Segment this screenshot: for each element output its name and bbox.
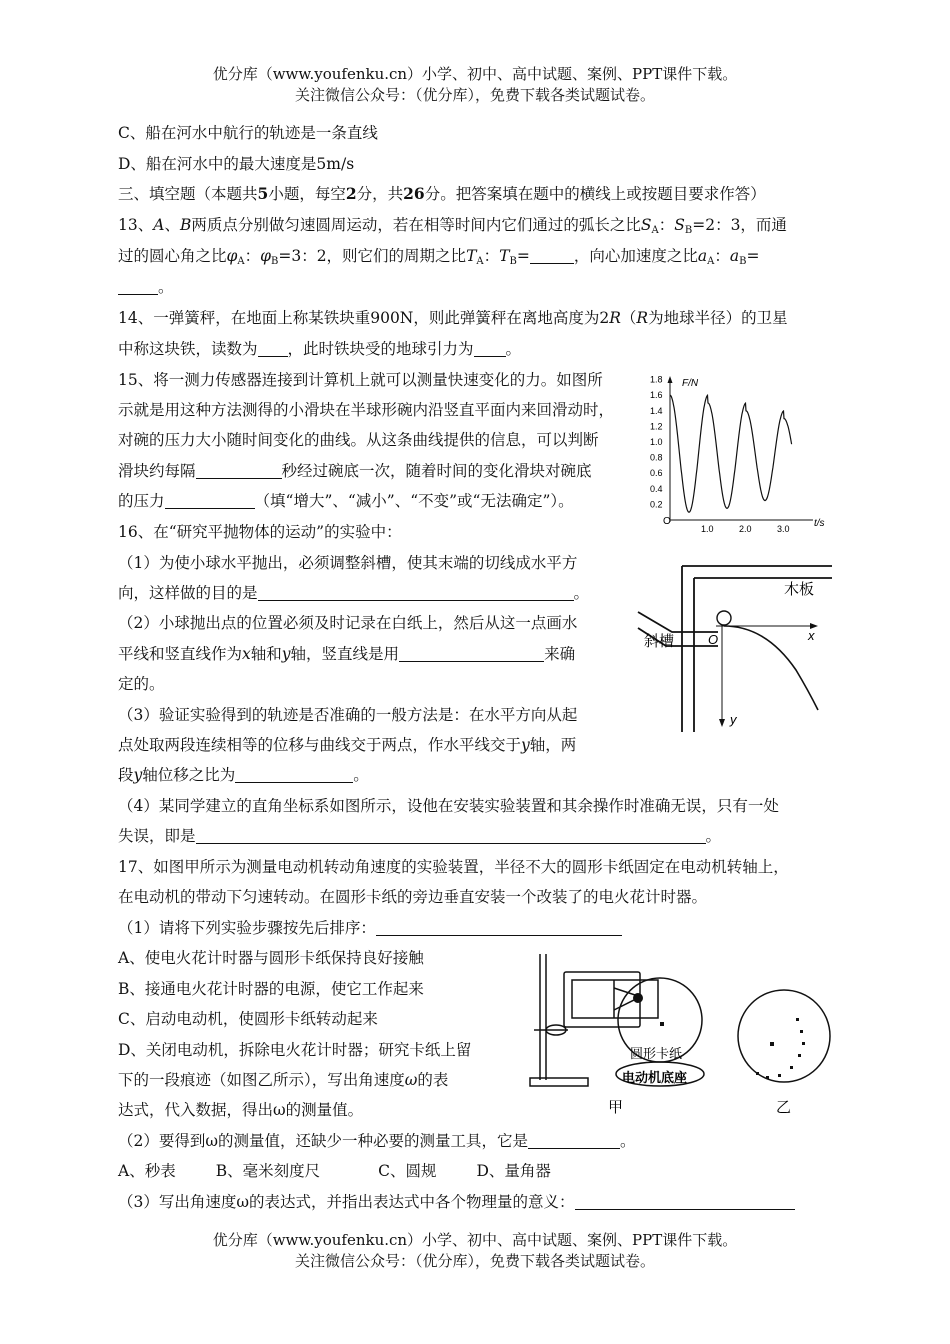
- q15-line-4: 滑块约每隔 秒经过碗底一次，随着时间的变化滑块对碗底: [118, 462, 592, 480]
- x-tick-label: 3.0: [777, 524, 790, 532]
- q16-blank-mistake[interactable]: [196, 827, 706, 844]
- q16-apparatus-figure: [636, 560, 836, 735]
- q17-step-d-line2: 下的一段痕迹（如图乙所示），写出角速度ω的表: [118, 1071, 449, 1089]
- q16-part3-line2: 点处取两段连续相等的位移与曲线交于两点，作水平线交于y轴，两: [118, 736, 577, 754]
- timer-inner-box: [572, 980, 658, 1018]
- q17-step-c: C、启动电动机，使圆形卡纸转动起来: [118, 1010, 378, 1028]
- q13-line-3: 。: [118, 276, 174, 298]
- y-axis-arrow-icon: [719, 719, 725, 727]
- footer-line-1: 优分库（www.youfenku.cn）小学、初中、高中试题、案例、PPT课件下载。: [212, 1231, 738, 1249]
- option-b[interactable]: B、毫米刻度尺: [215, 1162, 321, 1180]
- y-tick-label: 0.2: [650, 499, 663, 510]
- label-board: 木板: [784, 581, 815, 598]
- q16-part4-line2: 失误，即是 。: [118, 827, 722, 845]
- header-line-1: 优分库（www.youfenku.cn）小学、初中、高中试题、案例、PPT课件下载。: [212, 65, 738, 83]
- q15-blank-interval[interactable]: [196, 462, 282, 479]
- chart-origin-label: O: [663, 516, 671, 527]
- q14-line-2: 中称这块铁，读数为 ，此时铁块受的地球引力为 。: [118, 340, 522, 358]
- q12-option-c: C、船在河水中航行的轨迹是一条直线: [118, 124, 378, 142]
- q15-line-1: 15、将一测力传感器连接到计算机上就可以测量快速变化的力。如图所: [118, 371, 603, 389]
- q17-part2: （2）要得到ω的测量值，还缺少一种必要的测量工具，它是 。: [118, 1132, 636, 1150]
- chart-series-force: [670, 395, 792, 512]
- q17-blank-order[interactable]: [376, 919, 622, 936]
- q17-line-2: 在电动机的带动下匀速转动。在圆形卡纸的旁边垂直安装一个改装了的电火花计时器。: [118, 888, 708, 906]
- y-tick-label: 0.8: [650, 452, 663, 463]
- section-3-title: 三、填空题（本题共5小题，每空2分，共26分。把答案填在题中的横线上或按题目要求作答）: [118, 184, 766, 203]
- label-motor-base: 电动机底座: [622, 1070, 688, 1085]
- label-yi: 乙: [776, 1099, 792, 1116]
- q16-blank-purpose[interactable]: [258, 584, 574, 601]
- chart-y-arrow-icon: [668, 376, 673, 383]
- label-origin: O: [708, 632, 719, 647]
- q16-part2-line1: （2）小球抛出点的位置必须及时记录在白纸上，然后从这一点画水: [118, 614, 578, 632]
- disc-yi-trace-dots: [756, 1018, 805, 1079]
- chart-y-label: F/N: [682, 378, 699, 389]
- q17-step-b: B、接通电火花计时器的电源，使它工作起来: [118, 980, 424, 998]
- option-a[interactable]: A、秒表: [118, 1162, 176, 1180]
- disc-yi: [738, 990, 830, 1082]
- y-tick-label: 1.8: [650, 374, 663, 385]
- footer: [0, 1230, 950, 1272]
- label-x-axis: x: [808, 628, 815, 643]
- q16-part4-line1: （4）某同学建立的直角坐标系如图所示，设他在安装实验装置和其余操作时准确无误，只有一处: [118, 797, 779, 815]
- x-tick-label: 2.0: [739, 524, 752, 532]
- q13-line-1: 13、A、B两质点分别做匀速圆周运动，若在相等时间内它们通过的弧长之比$S_A$：$S_B=2$：3，而通: [118, 216, 787, 236]
- q16-part3-line1: （3）验证实验得到的轨迹是否准确的一般方法是：在水平方向从起: [118, 706, 578, 724]
- label-chute: 斜槽: [644, 633, 675, 650]
- q17-step-d-line3: 达式，代入数据，得出ω的测量值。: [118, 1101, 364, 1119]
- q13-line-2: 过的圆心角之比$\varphi_A$：$\varphi_B=3$：2，则它们的周期之比$T_A$：$T_B=$ ，向心加速度之比$a_A$：$a_B=$: [118, 247, 760, 267]
- option-d[interactable]: D、量角器: [476, 1162, 551, 1180]
- q15-line-3: 对碗的压力大小随时间变化的曲线。从这条曲线提供的信息，可以判断: [118, 431, 599, 449]
- q17-apparatus-figure: [520, 950, 840, 1120]
- q14-blank-gravity[interactable]: [474, 340, 506, 357]
- q13-blank-period[interactable]: [530, 247, 574, 264]
- q16-intro: 16、在“研究平抛物体的运动”的实验中：: [118, 523, 402, 541]
- label-card: 圆形卡纸: [630, 1046, 683, 1061]
- q16-part2-line3: 定的。: [118, 675, 165, 693]
- q16-part2-line2: 平线和竖直线作为x轴和y轴，竖直线是用 来确: [118, 645, 576, 663]
- q15-line-2: 示就是用这种方法测得的小滑块在半球形碗内沿竖直平面内来回滑动时，: [118, 401, 615, 419]
- chart-x-label: t/s: [814, 518, 825, 529]
- y-tick-label: 1.2: [650, 421, 663, 432]
- q16-blank-ratio[interactable]: [235, 766, 353, 783]
- y-tick-label: 1.4: [650, 405, 663, 416]
- q17-blank-expression[interactable]: [575, 1193, 795, 1210]
- q17-step-sort: （1）请将下列实验步骤按先后排序：: [118, 917, 622, 939]
- label-y-axis: y: [730, 712, 737, 727]
- q17-step-d-line1: D、关闭电动机，拆除电火花计时器；研究卡纸上留: [118, 1041, 472, 1059]
- header: [0, 64, 950, 106]
- q16-part1-line1: （1）为使小球水平抛出，必须调整斜槽，使其末端的切线成水平方: [118, 554, 578, 572]
- header-line-2: 关注微信公众号：（优分库），免费下载各类试题试卷。: [294, 86, 655, 104]
- q12-option-d: D、船在河水中的最大速度是5m/s: [118, 155, 355, 173]
- y-tick-label: 1.6: [650, 390, 663, 401]
- q15-force-time-chart: [648, 372, 840, 532]
- ball-icon: [717, 611, 731, 625]
- q15-blank-pressure[interactable]: [165, 492, 255, 509]
- label-jia: 甲: [608, 1099, 624, 1116]
- q17-part3: （3）写出角速度ω的表达式，并指出表达式中各个物理量的意义：: [118, 1191, 795, 1213]
- q16-part1-line2: 向，这样做的目的是 。: [118, 584, 590, 602]
- spark-point-icon: [633, 993, 643, 1003]
- q16-blank-vertical[interactable]: [399, 645, 544, 662]
- stand-base: [530, 1078, 588, 1086]
- chute-upper-edge: [638, 612, 718, 632]
- q14-line-1: 14、一弹簧秤，在地面上称某铁块重900N，则此弹簧秤在离地高度为2R（R为地球半径）的卫星: [118, 309, 788, 327]
- q17-line-1: 17、如图甲所示为测量电动机转动角速度的实验装置，半径不大的圆形卡纸固定在电动机转轴上，: [118, 858, 789, 876]
- q16-part3-line3: 段y轴位移之比为 。: [118, 766, 369, 784]
- x-tick-label: 1.0: [701, 524, 714, 532]
- q17-blank-tool[interactable]: [528, 1132, 620, 1149]
- footer-line-2: 关注微信公众号：（优分库），免费下载各类试题试卷。: [294, 1252, 655, 1270]
- trajectory-curve: [724, 626, 818, 710]
- disc-yi-center-icon: [770, 1042, 774, 1046]
- q14-blank-reading[interactable]: [258, 340, 288, 357]
- y-tick-label: 0.4: [650, 483, 663, 494]
- q13-blank-accel[interactable]: [118, 278, 158, 295]
- q17-step-a: A、使电火花计时器与圆形卡纸保持良好接触: [118, 949, 424, 967]
- option-c[interactable]: C、圆规: [378, 1162, 437, 1180]
- disc-center-icon: [660, 1022, 664, 1026]
- y-tick-label: 1.0: [650, 437, 663, 447]
- y-tick-label: 0.6: [650, 468, 663, 479]
- q17-options: [118, 1160, 551, 1182]
- q15-line-5: 的压力 （填“增大”、“减小”、“不变”或“无法确定”）。: [118, 492, 574, 510]
